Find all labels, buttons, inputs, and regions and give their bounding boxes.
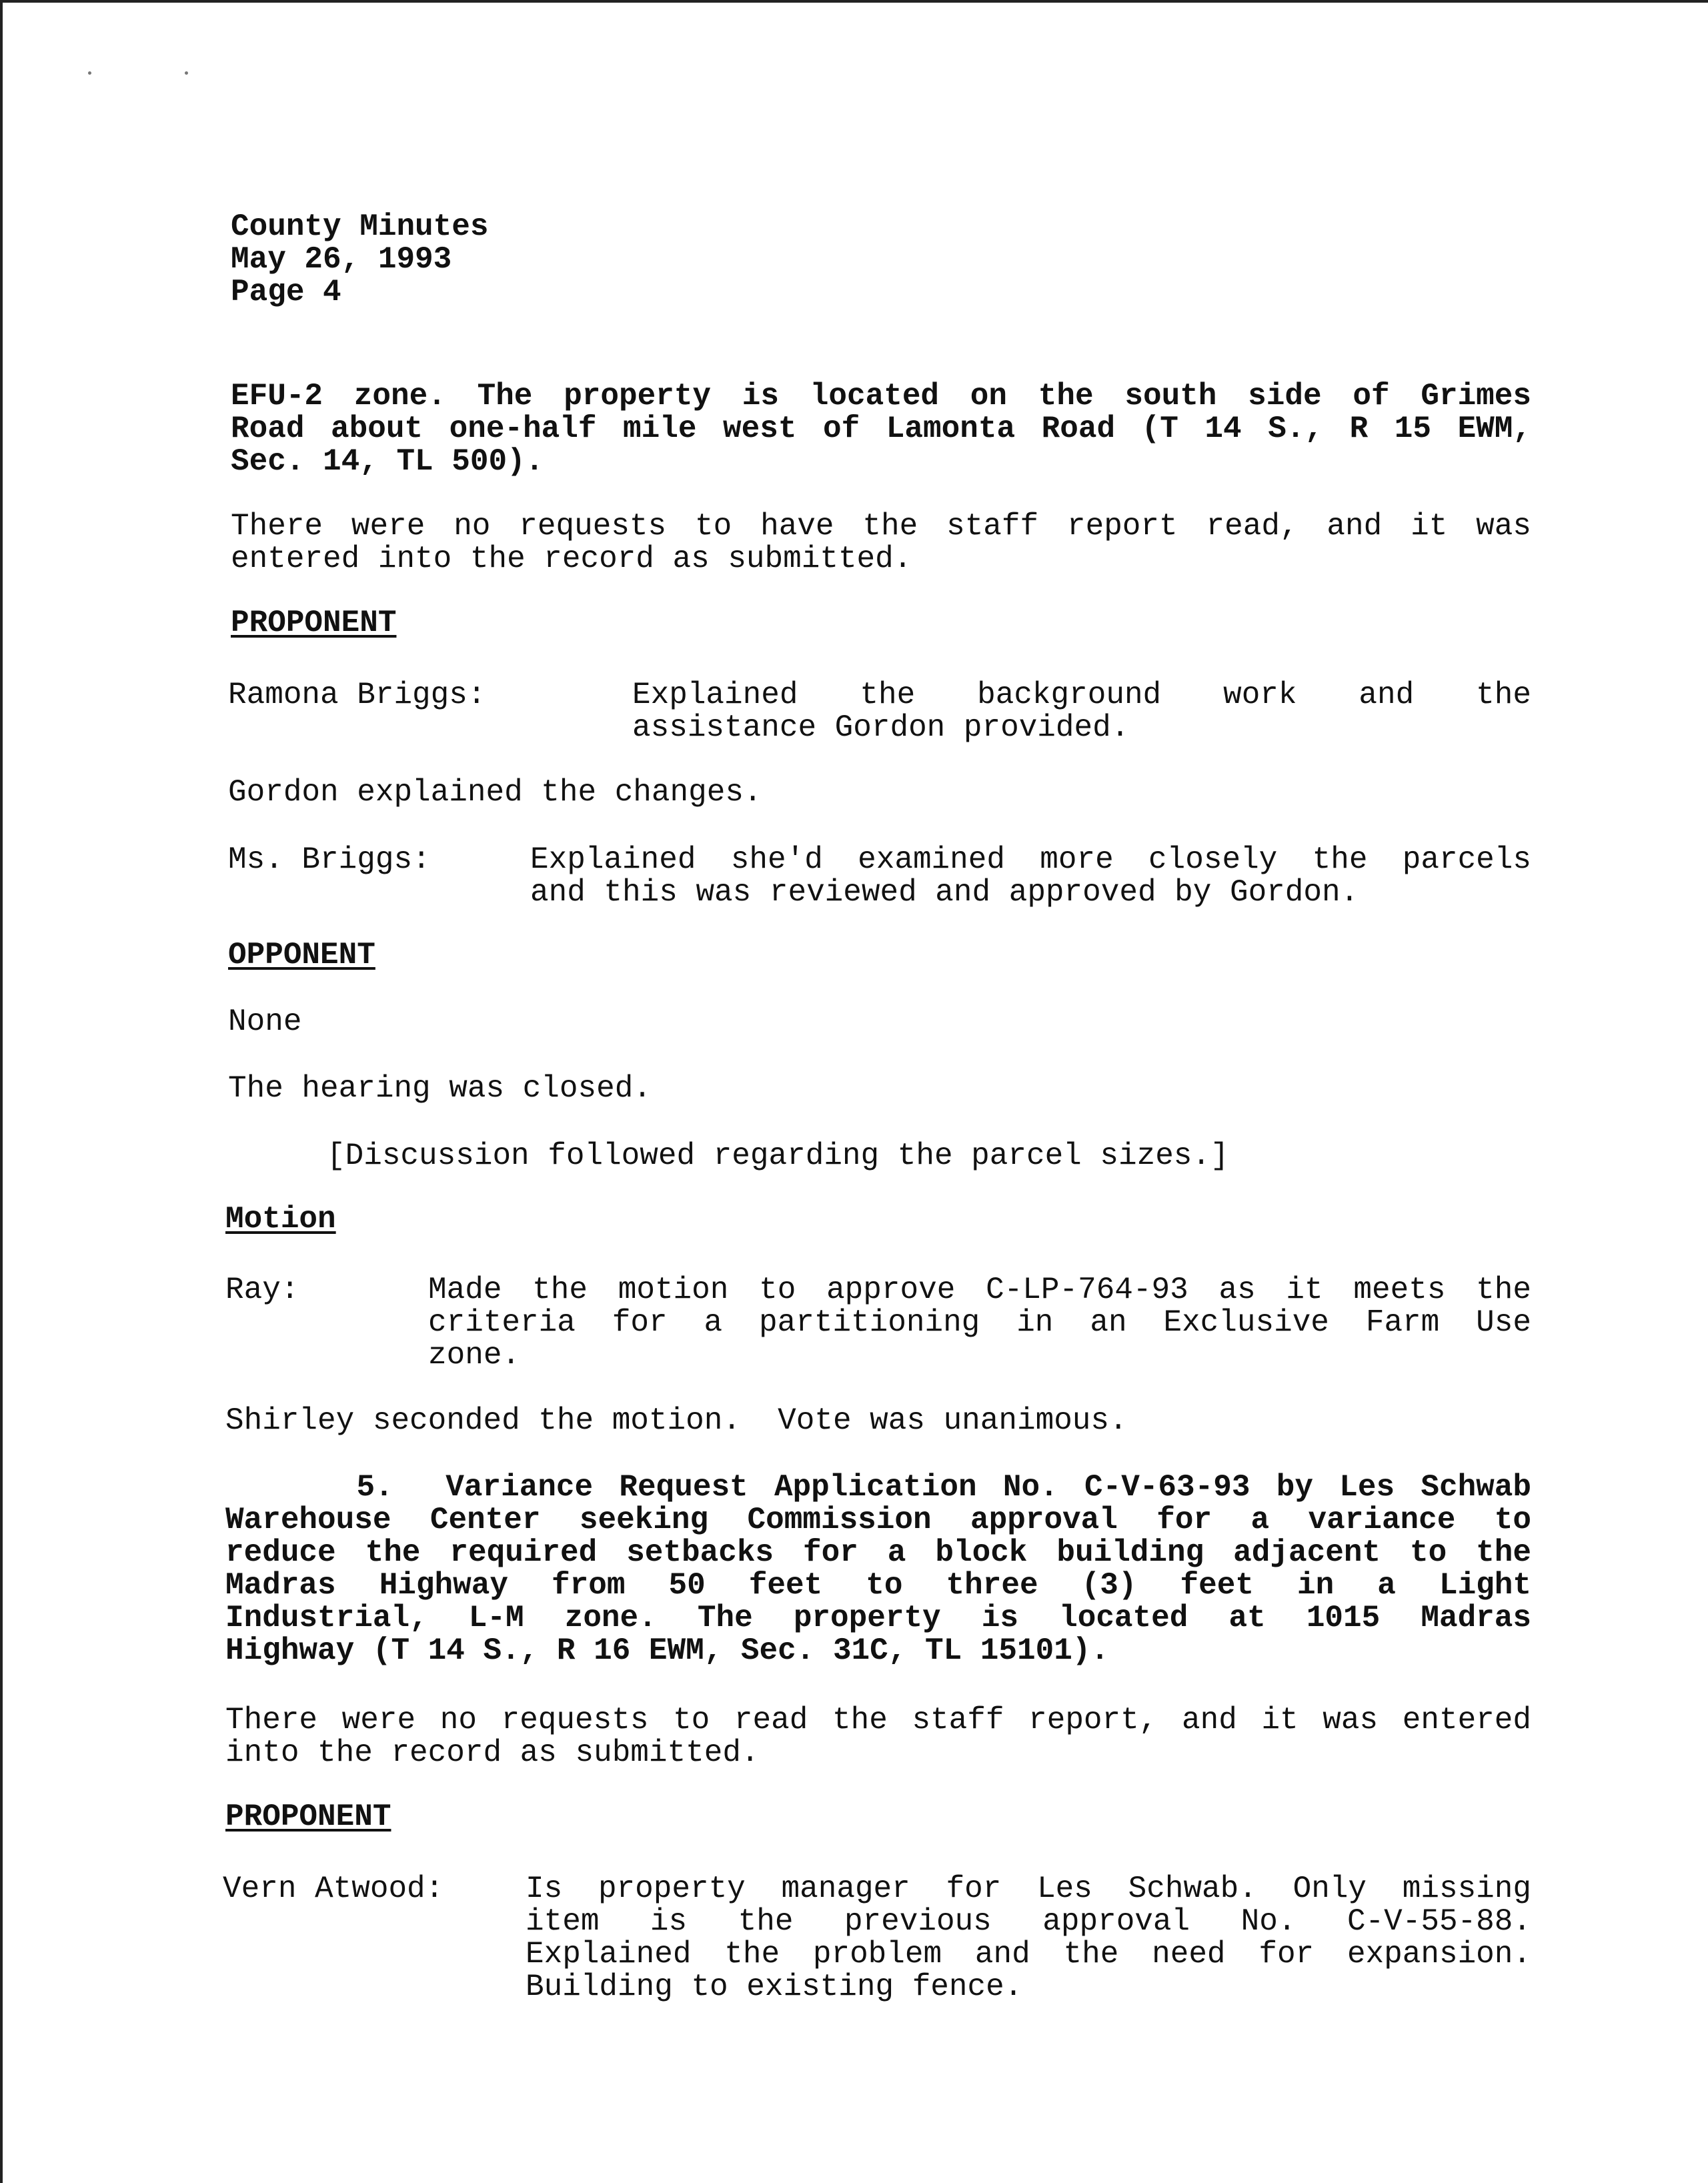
item4-staff-report-line: There were no requests to have the staff report read, and it was: [231, 509, 1531, 544]
opponent-none: None: [228, 1004, 302, 1039]
ray-motion-line: Made the motion to approve C-LP-764-93 as it meets the: [428, 1273, 1531, 1307]
item5-heading-line: 5. Variance Request Application No. C-V-63-93 by Les Schwab: [225, 1470, 1531, 1505]
ray-motion: [428, 1274, 1531, 1372]
msbriggs-statement-line: and this was reviewed and approved by Gordon.: [530, 875, 1359, 910]
header-date: May 26, 1993: [231, 242, 452, 277]
atwood-statement-line: Is property manager for Les Schwab. Only missing: [526, 1872, 1531, 1906]
briggs-statement-line: Explained the background work and the: [632, 678, 1531, 712]
item5-heading-line: Industrial, L-M zone. The property is located at 1015 Madras: [225, 1601, 1531, 1635]
atwood-statement-line: item is the previous approval No. C-V-55-88.: [526, 1904, 1531, 1939]
briggs-label: Ramona Briggs:: [228, 678, 486, 712]
header-page: Page 4: [231, 275, 341, 309]
gordon-line: Gordon explained the changes.: [228, 775, 762, 810]
atwood-statement-line: Building to existing fence.: [526, 1970, 1023, 2004]
ray-label: Ray:: [225, 1273, 299, 1307]
item4-description-line: EFU-2 zone. The property is located on the south side of Grimes: [231, 379, 1531, 414]
item4-description-line: Road about one-half mile west of Lamonta Road (T 14 S., R 15 EWM,: [231, 412, 1531, 446]
item5-staff-report: [225, 1704, 1531, 1769]
item5-heading-line: Highway (T 14 S., R 16 EWM, Sec. 31C, TL 15101).: [225, 1633, 1110, 1668]
item4-staff-report: [231, 510, 1531, 576]
discussion-note: [Discussion followed regarding the parcel sizes.]: [327, 1139, 1229, 1173]
item4-staff-report-line: entered into the record as submitted.: [231, 542, 912, 576]
item4-opponent-heading: OPPONENT: [228, 938, 375, 972]
msbriggs-statement: [530, 844, 1531, 909]
item5-heading: [225, 1471, 1531, 1667]
item4-proponent-heading: PROPONENT: [231, 606, 397, 640]
hearing-closed: The hearing was closed.: [228, 1071, 652, 1106]
item5-staff-report-line: into the record as submitted.: [225, 1735, 760, 1770]
item5-staff-report-line: There were no requests to read the staff report, and it was entered: [225, 1703, 1531, 1737]
ray-motion-line: criteria for a partitioning in an Exclusive Farm Use: [428, 1305, 1531, 1340]
item4-description: [231, 380, 1531, 478]
item5-heading-line: Warehouse Center seeking Commission approval for a variance to: [225, 1503, 1531, 1537]
ray-motion-line: zone.: [428, 1338, 521, 1373]
atwood-statement-line: Explained the problem and the need for expansion.: [526, 1937, 1531, 1972]
header-title: County Minutes: [231, 209, 489, 244]
scan-speck: [185, 71, 188, 75]
item5-proponent-heading: PROPONENT: [225, 1799, 391, 1834]
scan-speck: [88, 71, 91, 75]
briggs-statement: [632, 679, 1531, 744]
second-line: Shirley seconded the motion. Vote was unanimous.: [225, 1403, 1128, 1438]
msbriggs-statement-line: Explained she'd examined more closely the parcels: [530, 842, 1531, 877]
item5-heading-line: reduce the required setbacks for a block building adjacent to the: [225, 1535, 1531, 1570]
item5-heading-line: Madras Highway from 50 feet to three (3) feet in a Light: [225, 1568, 1531, 1603]
item4-description-line: Sec. 14, TL 500).: [231, 444, 544, 479]
atwood-label: Vern Atwood:: [223, 1872, 444, 1906]
motion-heading: Motion: [225, 1202, 336, 1237]
page-edge-top: [0, 0, 1708, 3]
atwood-statement: [526, 1873, 1531, 2004]
page-edge-left: [0, 0, 3, 2183]
msbriggs-label: Ms. Briggs:: [228, 842, 431, 877]
briggs-statement-line: assistance Gordon provided.: [632, 710, 1130, 745]
